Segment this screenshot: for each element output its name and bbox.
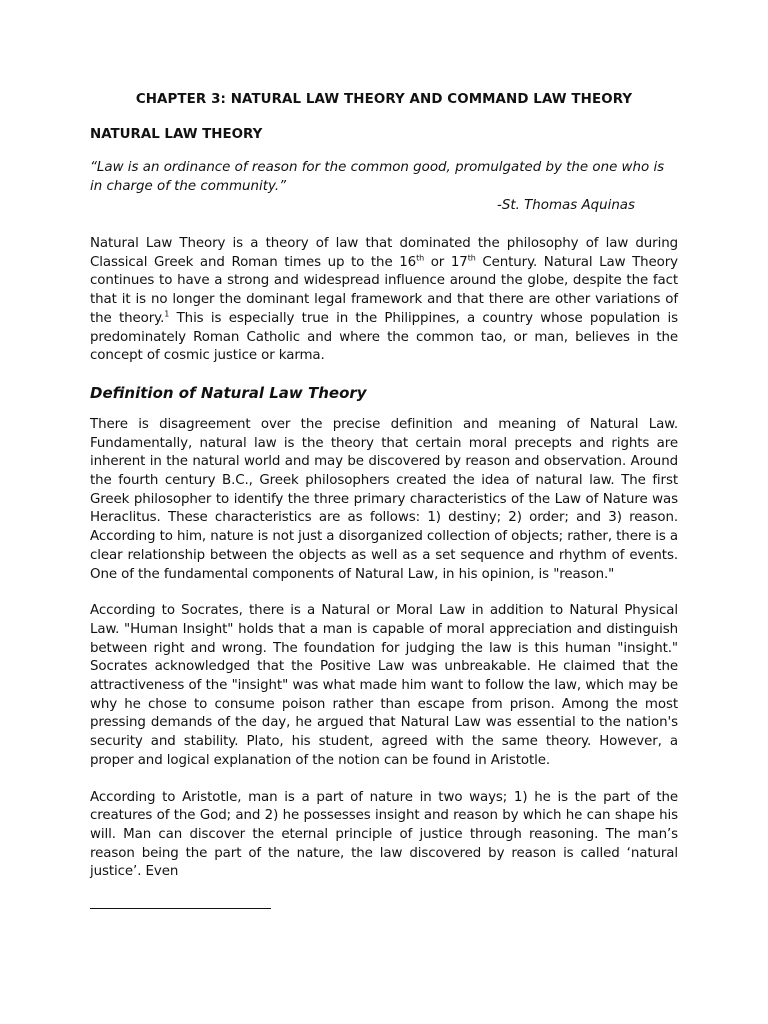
footnote-divider xyxy=(90,908,271,909)
definition-heading: Definition of Natural Law Theory xyxy=(90,383,367,402)
epigraph-quote: “Law is an ordinance of reason for the common good, promulgated by the one who is in charge of the community.” xyxy=(90,160,665,194)
definition-paragraph-aristotle: According to Aristotle, man is a part of nature in two ways; 1) he is the part of the creatures of the God; and 2) he possesses insight and reason by which he can shape his will. Man can discover the eternal principle of justice through reasoning. The man’s reason being the part of the nature, the law discovered by reason is called ‘natural justice’. Even xyxy=(90,789,678,880)
intro-text-4: This is especially true in the Philippines, a country whose population is predominately Roman Catholic and where the common tao, or man, believes in the concept of cosmic justice or karma. xyxy=(90,310,679,364)
definition-paragraph-socrates: According to Socrates, there is a Natural or Moral Law in addition to Natural Physical Law. "Human Insight" holds that a man is capable of moral appreciation and distinguish between right and wrong. The foundation for judging the law is this human "insight." Socrates acknowledged that the Positive Law was unbreakable. He claimed that the attractiveness of the "insight" was what made him want to follow the law, which may be why he chose to consume poison rather than escape from prison. Among the most pressing demands of the day, he argued that Natural Law was essential to the nation's security and stability. Plato, his student, agreed with the same theory. However, a proper and logical explanation of the notion can be found in Aristotle. xyxy=(90,603,678,768)
intro-text-1: Natural Law Theory is a theory of law that dominated the philosophy of law during Classical Greek and Roman times up to the 16 xyxy=(90,236,678,270)
intro-text-3: Century. Natural Law Theory continues to have a strong and widespread influence around the globe, despite the fact that it is no longer the dominant legal framework and that there are other variations of the theory. xyxy=(90,254,678,326)
chapter-title: CHAPTER 3: NATURAL LAW THEORY AND COMMAND LAW THEORY xyxy=(135,92,633,107)
document-page xyxy=(90,92,678,900)
footnote-reference: 1 xyxy=(164,309,170,319)
intro-text-2: or 17 xyxy=(424,254,468,270)
superscript-th-2: th xyxy=(467,253,476,263)
section-title: NATURAL LAW THEORY xyxy=(90,127,263,142)
superscript-th-1: th xyxy=(416,253,425,263)
epigraph-author: -St. Thomas Aquinas xyxy=(497,198,635,213)
intro-paragraph xyxy=(90,235,678,366)
definition-paragraph-heraclitus: There is disagreement over the precise definition and meaning of Natural Law. Fundamentally, natural law is the theory that certain moral precepts and rights are inherent in the natural world and may be discovered by reason and observation. Around the fourth century B.C., Greek philosophers created the idea of natural law. The first Greek philosopher to identify the three primary characteristics of the Law of Nature was Heraclitus. These characteristics are as follows: 1) destiny; 2) order; and 3) reason. According to him, nature is not just a disorganized collection of objects; rather, there is a clear relationship between the objects as well as a set sequence and rhythm of events. One of the fundamental components of Natural Law, in his opinion, is "reason." xyxy=(90,416,678,582)
